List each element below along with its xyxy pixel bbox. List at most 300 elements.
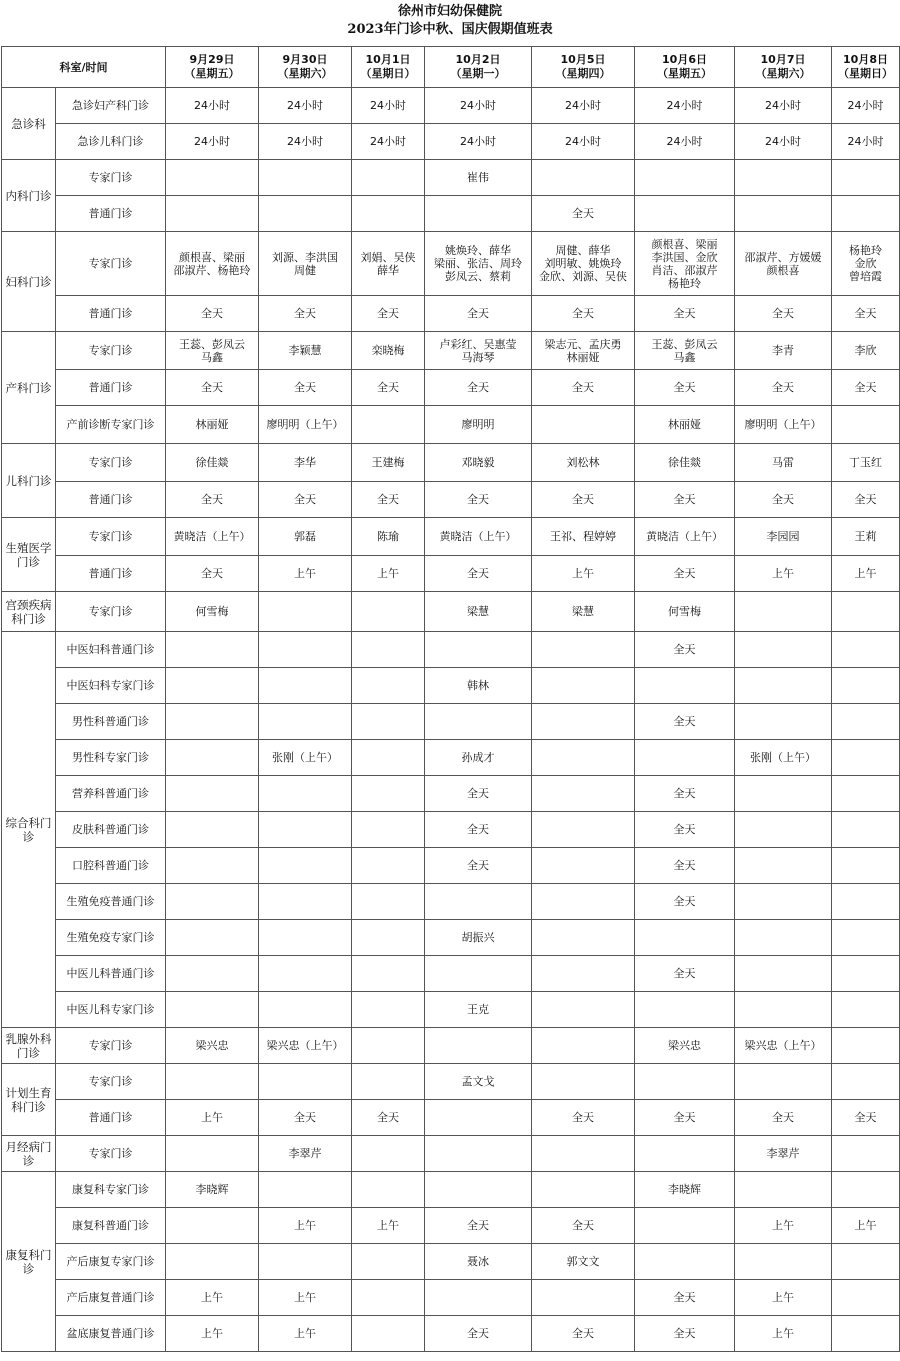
duty-cell: 24小时 <box>635 124 735 160</box>
duty-cell: 全天 <box>532 1100 635 1136</box>
duty-cell <box>832 992 900 1028</box>
duty-cell <box>832 592 900 632</box>
duty-cell <box>166 632 259 668</box>
clinic-type: 口腔科普通门诊 <box>56 848 166 884</box>
weekday-label: （星期四） <box>555 67 611 80</box>
duty-cell: 全天 <box>532 370 635 406</box>
duty-cell <box>832 1064 900 1100</box>
duty-cell <box>259 812 352 848</box>
duty-cell <box>532 1028 635 1064</box>
table-row <box>2 992 900 1028</box>
duty-cell <box>532 956 635 992</box>
duty-cell <box>166 740 259 776</box>
clinic-type: 生殖免疫专家门诊 <box>56 920 166 956</box>
date-label: 10月5日 <box>560 53 606 66</box>
duty-cell: 颜根喜、梁丽 李洪国、金欣 肖洁、邵淑芹 杨艳玲 <box>635 232 735 296</box>
table-row <box>2 196 900 232</box>
duty-cell: 刘娟、吴侠 薛华 <box>352 232 425 296</box>
duty-cell <box>832 740 900 776</box>
duty-cell: 全天 <box>425 1316 532 1352</box>
duty-cell: 全天 <box>166 556 259 592</box>
duty-cell <box>532 920 635 956</box>
duty-cell <box>735 632 832 668</box>
duty-cell: 全天 <box>166 482 259 518</box>
duty-cell <box>735 884 832 920</box>
date-label: 10月7日 <box>760 53 806 66</box>
duty-cell <box>832 160 900 196</box>
duty-cell: 上午 <box>735 556 832 592</box>
duty-cell: 24小时 <box>259 88 352 124</box>
title-block <box>0 0 900 46</box>
duty-cell: 张刚（上午） <box>735 740 832 776</box>
duty-cell <box>166 812 259 848</box>
duty-cell <box>259 848 352 884</box>
clinic-type: 产后康复普通门诊 <box>56 1280 166 1316</box>
clinic-type: 普通门诊 <box>56 370 166 406</box>
duty-cell: 邓晓毅 <box>425 444 532 482</box>
duty-cell <box>832 884 900 920</box>
duty-cell: 刘源、李洪国 周健 <box>259 232 352 296</box>
date-label: 9月29日 <box>189 53 235 66</box>
clinic-type: 产后康复专家门诊 <box>56 1244 166 1280</box>
table-row <box>2 406 900 444</box>
duty-cell: 全天 <box>635 1316 735 1352</box>
table-row <box>2 88 900 124</box>
duty-cell: 24小时 <box>352 124 425 160</box>
table-row <box>2 124 900 160</box>
duty-cell: 梁兴忠（上午） <box>735 1028 832 1064</box>
duty-cell <box>832 1136 900 1172</box>
table-row <box>2 776 900 812</box>
clinic-type: 专家门诊 <box>56 232 166 296</box>
clinic-type: 盆底康复普通门诊 <box>56 1316 166 1352</box>
duty-cell: 全天 <box>735 482 832 518</box>
duty-cell <box>735 668 832 704</box>
duty-cell: 颜根喜、梁丽 邵淑芹、杨艳玲 <box>166 232 259 296</box>
duty-cell: 李青 <box>735 332 832 370</box>
table-row <box>2 556 900 592</box>
duty-cell: 梁志元、孟庆勇 林丽娅 <box>532 332 635 370</box>
duty-cell <box>352 884 425 920</box>
clinic-type: 普通门诊 <box>56 1100 166 1136</box>
duty-cell <box>735 196 832 232</box>
duty-cell <box>532 1136 635 1172</box>
duty-cell: 孙成才 <box>425 740 532 776</box>
duty-cell: 全天 <box>635 632 735 668</box>
duty-cell: 上午 <box>166 1280 259 1316</box>
duty-cell <box>352 704 425 740</box>
duty-cell: 李园园 <box>735 518 832 556</box>
table-row <box>2 370 900 406</box>
duty-cell: 全天 <box>259 296 352 332</box>
duty-cell: 全天 <box>532 1208 635 1244</box>
weekday-label: （星期一） <box>450 67 506 80</box>
duty-cell: 张刚（上午） <box>259 740 352 776</box>
clinic-type: 专家门诊 <box>56 444 166 482</box>
duty-cell <box>735 848 832 884</box>
duty-cell <box>352 1316 425 1352</box>
duty-cell: 上午 <box>532 556 635 592</box>
duty-cell <box>532 1064 635 1100</box>
duty-cell <box>425 1172 532 1208</box>
duty-cell <box>635 196 735 232</box>
date-header <box>532 47 635 88</box>
clinic-type: 专家门诊 <box>56 1028 166 1064</box>
table-row <box>2 848 900 884</box>
duty-cell <box>635 668 735 704</box>
duty-cell: 廖明明（上午） <box>259 406 352 444</box>
duty-cell <box>832 848 900 884</box>
duty-cell: 崔伟 <box>425 160 532 196</box>
duty-cell <box>425 1028 532 1064</box>
duty-cell <box>832 920 900 956</box>
duty-cell <box>166 196 259 232</box>
clinic-type: 中医妇科专家门诊 <box>56 668 166 704</box>
duty-cell: 徐佳燚 <box>166 444 259 482</box>
clinic-type: 专家门诊 <box>56 1136 166 1172</box>
duty-cell: 林丽娅 <box>635 406 735 444</box>
duty-cell <box>832 668 900 704</box>
duty-cell <box>832 196 900 232</box>
duty-cell <box>735 1244 832 1280</box>
duty-cell <box>832 632 900 668</box>
duty-cell <box>166 668 259 704</box>
duty-cell <box>166 848 259 884</box>
clinic-type: 普通门诊 <box>56 196 166 232</box>
duty-cell: 全天 <box>635 884 735 920</box>
duty-cell: 全天 <box>166 370 259 406</box>
duty-cell <box>532 1280 635 1316</box>
duty-cell: 邵淑芹、方媛媛 颜根喜 <box>735 232 832 296</box>
duty-cell <box>352 812 425 848</box>
duty-cell <box>352 920 425 956</box>
duty-cell: 全天 <box>425 776 532 812</box>
clinic-type: 生殖免疫普通门诊 <box>56 884 166 920</box>
duty-cell <box>425 632 532 668</box>
duty-cell <box>352 1064 425 1100</box>
duty-cell <box>425 1280 532 1316</box>
duty-cell <box>259 1172 352 1208</box>
weekday-label: （星期五） <box>184 67 240 80</box>
date-header <box>352 47 425 88</box>
table-row <box>2 296 900 332</box>
duty-cell: 刘松林 <box>532 444 635 482</box>
duty-cell: 梁兴忠 <box>166 1028 259 1064</box>
duty-cell: 杨艳玲 金欣 曾培霞 <box>832 232 900 296</box>
duty-cell: 聂冰 <box>425 1244 532 1280</box>
duty-cell: 全天 <box>635 296 735 332</box>
duty-cell: 黄晓洁（上午） <box>166 518 259 556</box>
duty-cell: 上午 <box>259 556 352 592</box>
duty-cell <box>532 740 635 776</box>
duty-cell <box>532 668 635 704</box>
duty-cell: 上午 <box>832 556 900 592</box>
clinic-type: 专家门诊 <box>56 332 166 370</box>
duty-cell <box>635 1208 735 1244</box>
duty-cell: 24小时 <box>635 88 735 124</box>
date-header <box>425 47 532 88</box>
duty-cell: 全天 <box>425 296 532 332</box>
duty-cell <box>352 160 425 196</box>
duty-cell: 24小时 <box>425 88 532 124</box>
duty-schedule-table <box>1 46 900 1352</box>
duty-cell: 全天 <box>259 1100 352 1136</box>
duty-cell <box>532 776 635 812</box>
department-name: 妇科门诊 <box>2 232 56 332</box>
clinic-type: 普通门诊 <box>56 556 166 592</box>
duty-cell: 全天 <box>735 296 832 332</box>
duty-cell: 黄晓洁（上午） <box>635 518 735 556</box>
date-header <box>166 47 259 88</box>
duty-cell <box>425 704 532 740</box>
duty-cell: 全天 <box>832 482 900 518</box>
date-header <box>832 47 900 88</box>
clinic-type: 康复科专家门诊 <box>56 1172 166 1208</box>
duty-cell <box>635 1064 735 1100</box>
duty-cell <box>166 704 259 740</box>
clinic-type: 普通门诊 <box>56 482 166 518</box>
department-name: 生殖医学 门诊 <box>2 518 56 592</box>
duty-cell <box>166 920 259 956</box>
duty-cell <box>352 406 425 444</box>
duty-cell <box>259 196 352 232</box>
duty-cell: 上午 <box>259 1316 352 1352</box>
duty-cell: 上午 <box>166 1100 259 1136</box>
duty-cell <box>259 776 352 812</box>
duty-cell <box>735 920 832 956</box>
duty-cell <box>832 406 900 444</box>
duty-cell <box>259 956 352 992</box>
duty-cell <box>832 776 900 812</box>
duty-cell: 李晓辉 <box>635 1172 735 1208</box>
duty-cell <box>735 160 832 196</box>
table-row <box>2 884 900 920</box>
duty-cell <box>352 992 425 1028</box>
duty-cell <box>352 1172 425 1208</box>
duty-cell: 马雷 <box>735 444 832 482</box>
duty-cell <box>532 884 635 920</box>
duty-cell <box>259 592 352 632</box>
date-label: 10月1日 <box>365 53 411 66</box>
duty-cell <box>425 1100 532 1136</box>
duty-cell: 全天 <box>635 812 735 848</box>
clinic-type: 产前诊断专家门诊 <box>56 406 166 444</box>
table-row <box>2 704 900 740</box>
duty-cell <box>259 1244 352 1280</box>
table-row <box>2 160 900 196</box>
duty-cell: 上午 <box>735 1280 832 1316</box>
duty-cell: 王祁、程婷婷 <box>532 518 635 556</box>
duty-cell <box>352 956 425 992</box>
clinic-type: 专家门诊 <box>56 160 166 196</box>
duty-cell: 上午 <box>166 1316 259 1352</box>
table-row <box>2 482 900 518</box>
duty-cell: 黄晓洁（上午） <box>425 518 532 556</box>
duty-cell <box>735 776 832 812</box>
duty-cell: 李翠芹 <box>259 1136 352 1172</box>
duty-cell: 全天 <box>832 1100 900 1136</box>
duty-cell <box>352 196 425 232</box>
duty-cell: 郭磊 <box>259 518 352 556</box>
duty-cell <box>735 1172 832 1208</box>
duty-cell <box>259 884 352 920</box>
date-label: 10月8日 <box>843 53 888 66</box>
duty-cell <box>166 992 259 1028</box>
duty-cell: 何雪梅 <box>166 592 259 632</box>
table-row <box>2 332 900 370</box>
table-row <box>2 740 900 776</box>
duty-cell: 全天 <box>425 482 532 518</box>
duty-cell: 全天 <box>635 1100 735 1136</box>
duty-cell <box>259 668 352 704</box>
duty-cell: 全天 <box>532 296 635 332</box>
clinic-type: 急诊儿科门诊 <box>56 124 166 160</box>
date-label: 9月30日 <box>282 53 328 66</box>
duty-cell: 郭文文 <box>532 1244 635 1280</box>
duty-cell: 全天 <box>735 370 832 406</box>
duty-cell: 上午 <box>735 1208 832 1244</box>
schedule-subtitle: 2023年门诊中秋、国庆假期值班表 <box>347 22 553 37</box>
duty-cell: 全天 <box>352 296 425 332</box>
duty-cell: 梁慧 <box>532 592 635 632</box>
duty-cell <box>735 704 832 740</box>
table-row <box>2 518 900 556</box>
duty-cell: 全天 <box>635 1280 735 1316</box>
duty-cell: 陈瑜 <box>352 518 425 556</box>
table-row <box>2 632 900 668</box>
table-row <box>2 668 900 704</box>
duty-cell <box>352 740 425 776</box>
hospital-title: 徐州市妇幼保健院 <box>397 4 502 19</box>
duty-cell <box>425 884 532 920</box>
duty-cell <box>832 704 900 740</box>
duty-cell: 姚焕玲、薛华 梁丽、张洁、周玲 彭凤云、蔡莉 <box>425 232 532 296</box>
duty-cell <box>166 956 259 992</box>
duty-cell <box>532 632 635 668</box>
duty-cell <box>532 704 635 740</box>
duty-cell: 24小时 <box>425 124 532 160</box>
clinic-type: 中医妇科普通门诊 <box>56 632 166 668</box>
duty-cell <box>635 740 735 776</box>
date-label: 10月6日 <box>662 53 707 66</box>
duty-cell <box>832 1028 900 1064</box>
duty-cell <box>635 160 735 196</box>
weekday-label: （星期日） <box>838 67 893 80</box>
clinic-type: 中医儿科专家门诊 <box>56 992 166 1028</box>
duty-cell: 全天 <box>425 848 532 884</box>
duty-cell: 林丽娅 <box>166 406 259 444</box>
duty-cell: 孟文戈 <box>425 1064 532 1100</box>
table-row <box>2 1100 900 1136</box>
duty-cell: 全天 <box>425 556 532 592</box>
duty-cell: 上午 <box>735 1316 832 1352</box>
duty-cell <box>352 632 425 668</box>
weekday-label: （星期日） <box>360 67 416 80</box>
duty-cell: 全天 <box>635 956 735 992</box>
duty-cell: 24小时 <box>352 88 425 124</box>
duty-cell: 李欣 <box>832 332 900 370</box>
duty-cell: 上午 <box>259 1280 352 1316</box>
duty-cell <box>352 592 425 632</box>
duty-cell: 全天 <box>832 296 900 332</box>
table-row <box>2 1136 900 1172</box>
duty-cell <box>352 776 425 812</box>
duty-cell <box>532 812 635 848</box>
duty-cell: 李晓辉 <box>166 1172 259 1208</box>
duty-cell: 全天 <box>635 556 735 592</box>
duty-cell: 廖明明 <box>425 406 532 444</box>
duty-cell <box>259 992 352 1028</box>
weekday-label: （星期六） <box>755 67 811 80</box>
duty-cell: 24小时 <box>832 124 900 160</box>
table-row <box>2 1280 900 1316</box>
duty-cell <box>166 1064 259 1100</box>
duty-cell <box>832 1244 900 1280</box>
duty-cell: 上午 <box>352 1208 425 1244</box>
duty-cell: 全天 <box>425 370 532 406</box>
duty-cell <box>352 848 425 884</box>
duty-cell: 何雪梅 <box>635 592 735 632</box>
duty-cell <box>352 1280 425 1316</box>
duty-cell: 李华 <box>259 444 352 482</box>
duty-cell: 全天 <box>635 482 735 518</box>
duty-cell: 24小时 <box>735 124 832 160</box>
clinic-type: 男性科专家门诊 <box>56 740 166 776</box>
weekday-label: （星期六） <box>277 67 333 80</box>
duty-cell: 丁玉红 <box>832 444 900 482</box>
duty-cell <box>532 406 635 444</box>
department-name: 月经病门 诊 <box>2 1136 56 1172</box>
duty-cell: 李颖慧 <box>259 332 352 370</box>
duty-cell <box>735 992 832 1028</box>
duty-cell <box>425 196 532 232</box>
duty-cell <box>352 668 425 704</box>
duty-cell: 全天 <box>259 370 352 406</box>
duty-cell <box>425 956 532 992</box>
duty-cell: 24小时 <box>532 88 635 124</box>
clinic-type: 皮肤科普通门诊 <box>56 812 166 848</box>
header-row <box>2 47 900 88</box>
duty-cell: 全天 <box>532 196 635 232</box>
duty-cell <box>635 920 735 956</box>
duty-cell <box>635 1244 735 1280</box>
duty-cell: 上午 <box>832 1208 900 1244</box>
clinic-type: 男性科普通门诊 <box>56 704 166 740</box>
duty-cell <box>166 884 259 920</box>
duty-cell: 全天 <box>425 812 532 848</box>
duty-cell <box>635 1136 735 1172</box>
duty-cell: 王莉 <box>832 518 900 556</box>
duty-cell <box>425 1136 532 1172</box>
duty-cell: 全天 <box>259 482 352 518</box>
duty-cell: 24小时 <box>166 124 259 160</box>
duty-cell <box>832 956 900 992</box>
duty-cell: 胡振兴 <box>425 920 532 956</box>
duty-cell <box>832 1316 900 1352</box>
duty-cell: 全天 <box>352 482 425 518</box>
duty-cell <box>352 1136 425 1172</box>
duty-cell: 24小时 <box>532 124 635 160</box>
duty-cell: 周健、薛华 刘明敏、姚焕玲 金欣、刘源、吴侠 <box>532 232 635 296</box>
date-header <box>635 47 735 88</box>
duty-cell <box>735 956 832 992</box>
duty-cell: 梁慧 <box>425 592 532 632</box>
duty-cell <box>166 1208 259 1244</box>
duty-cell <box>259 920 352 956</box>
duty-cell: 全天 <box>635 704 735 740</box>
duty-cell: 王蕊、彭凤云 马鑫 <box>166 332 259 370</box>
duty-cell <box>166 776 259 812</box>
